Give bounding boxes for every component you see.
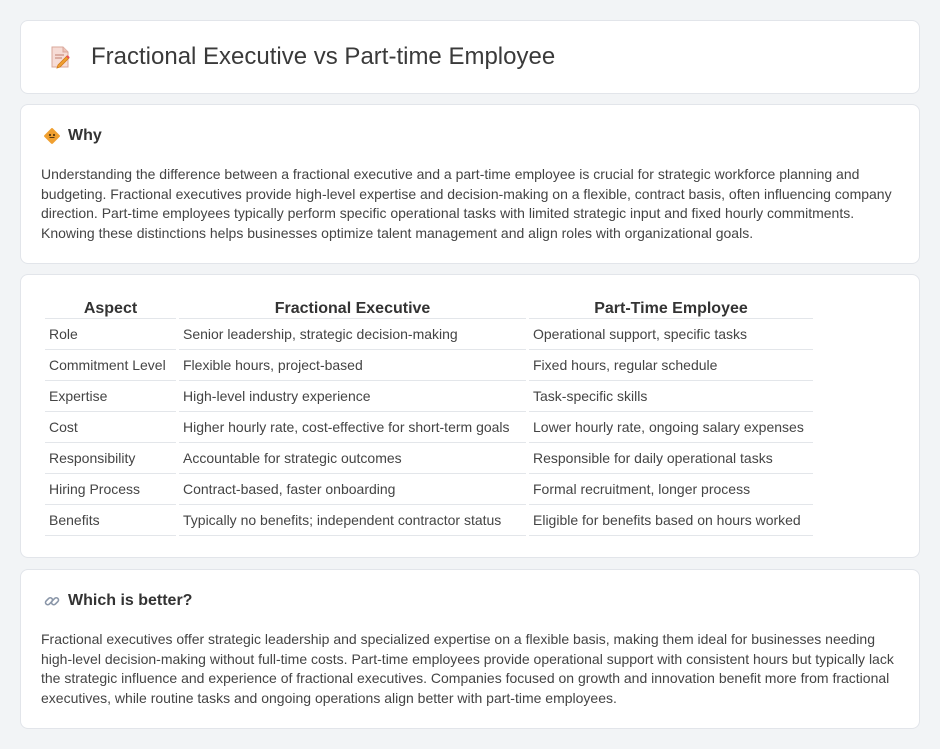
aspect-cell: Commitment Level — [45, 350, 176, 381]
table-row — [45, 350, 813, 381]
better-header — [43, 592, 192, 610]
table-row — [45, 474, 813, 505]
part-time-cell: Fixed hours, regular schedule — [529, 350, 813, 381]
part-time-cell: Eligible for benefits based on hours worked — [529, 505, 813, 536]
document-edit-icon — [47, 44, 73, 70]
comparison-table — [42, 295, 816, 536]
page-title: Fractional Executive vs Part-time Employee — [91, 43, 556, 70]
title-card — [20, 20, 920, 94]
part-time-cell: Operational support, specific tasks — [529, 319, 813, 350]
why-section — [20, 104, 920, 264]
aspect-cell: Expertise — [45, 381, 176, 412]
table-row — [45, 443, 813, 474]
fractional-cell: Accountable for strategic outcomes — [179, 443, 526, 474]
fractional-cell: High-level industry experience — [179, 381, 526, 412]
header-fractional-executive: Fractional Executive — [179, 295, 526, 319]
fractional-cell: Typically no benefits; independent contractor status — [179, 505, 526, 536]
table-header-row — [45, 295, 813, 319]
better-body: Fractional executives offer strategic leadership and specialized expertise on a flexible basis, making them ideal for businesses needing high-level decision-making without full-time costs. Part-time employees provide operational support with consistent hours but typically lack the strategic influence and experience of fractional executives. Companies focused on growth and innovation benefit more from fractional executives, while routine tasks and ongoing operations align better with part-time employees. — [41, 631, 894, 706]
which-is-better-section — [20, 569, 920, 729]
part-time-cell: Lower hourly rate, ongoing salary expenses — [529, 412, 813, 443]
fractional-cell: Senior leadership, strategic decision-making — [179, 319, 526, 350]
fractional-cell: Contract-based, faster onboarding — [179, 474, 526, 505]
why-body: Understanding the difference between a fractional executive and a part-time employee is crucial for strategic workforce planning and budgeting. Fractional executives provide high-level expertise and decision-making on a flexible, contract basis, often influencing company direction. Part-time employees typically perform specific operational tasks with limited strategic input and fixed hourly commitments. Knowing these distinctions helps businesses optimize talent management and align roles with organizational goals. — [41, 166, 892, 241]
table-row — [45, 381, 813, 412]
comparison-section — [20, 274, 920, 558]
part-time-cell: Responsible for daily operational tasks — [529, 443, 813, 474]
part-time-cell: Formal recruitment, longer process — [529, 474, 813, 505]
why-heading: Why — [68, 127, 102, 144]
aspect-cell: Cost — [45, 412, 176, 443]
why-header — [43, 127, 102, 145]
aspect-cell: Hiring Process — [45, 474, 176, 505]
better-heading: Which is better? — [68, 592, 193, 609]
aspect-cell: Benefits — [45, 505, 176, 536]
aspect-cell: Responsibility — [45, 443, 176, 474]
table-row — [45, 319, 813, 350]
table-row — [45, 412, 813, 443]
link-icon — [43, 592, 61, 610]
header-aspect: Aspect — [45, 295, 176, 319]
fractional-cell: Higher hourly rate, cost-effective for short-term goals — [179, 412, 526, 443]
diamond-sign-icon — [43, 127, 61, 145]
header-part-time-employee: Part-Time Employee — [529, 295, 813, 319]
aspect-cell: Role — [45, 319, 176, 350]
part-time-cell: Task-specific skills — [529, 381, 813, 412]
table-row — [45, 505, 813, 536]
fractional-cell: Flexible hours, project-based — [179, 350, 526, 381]
